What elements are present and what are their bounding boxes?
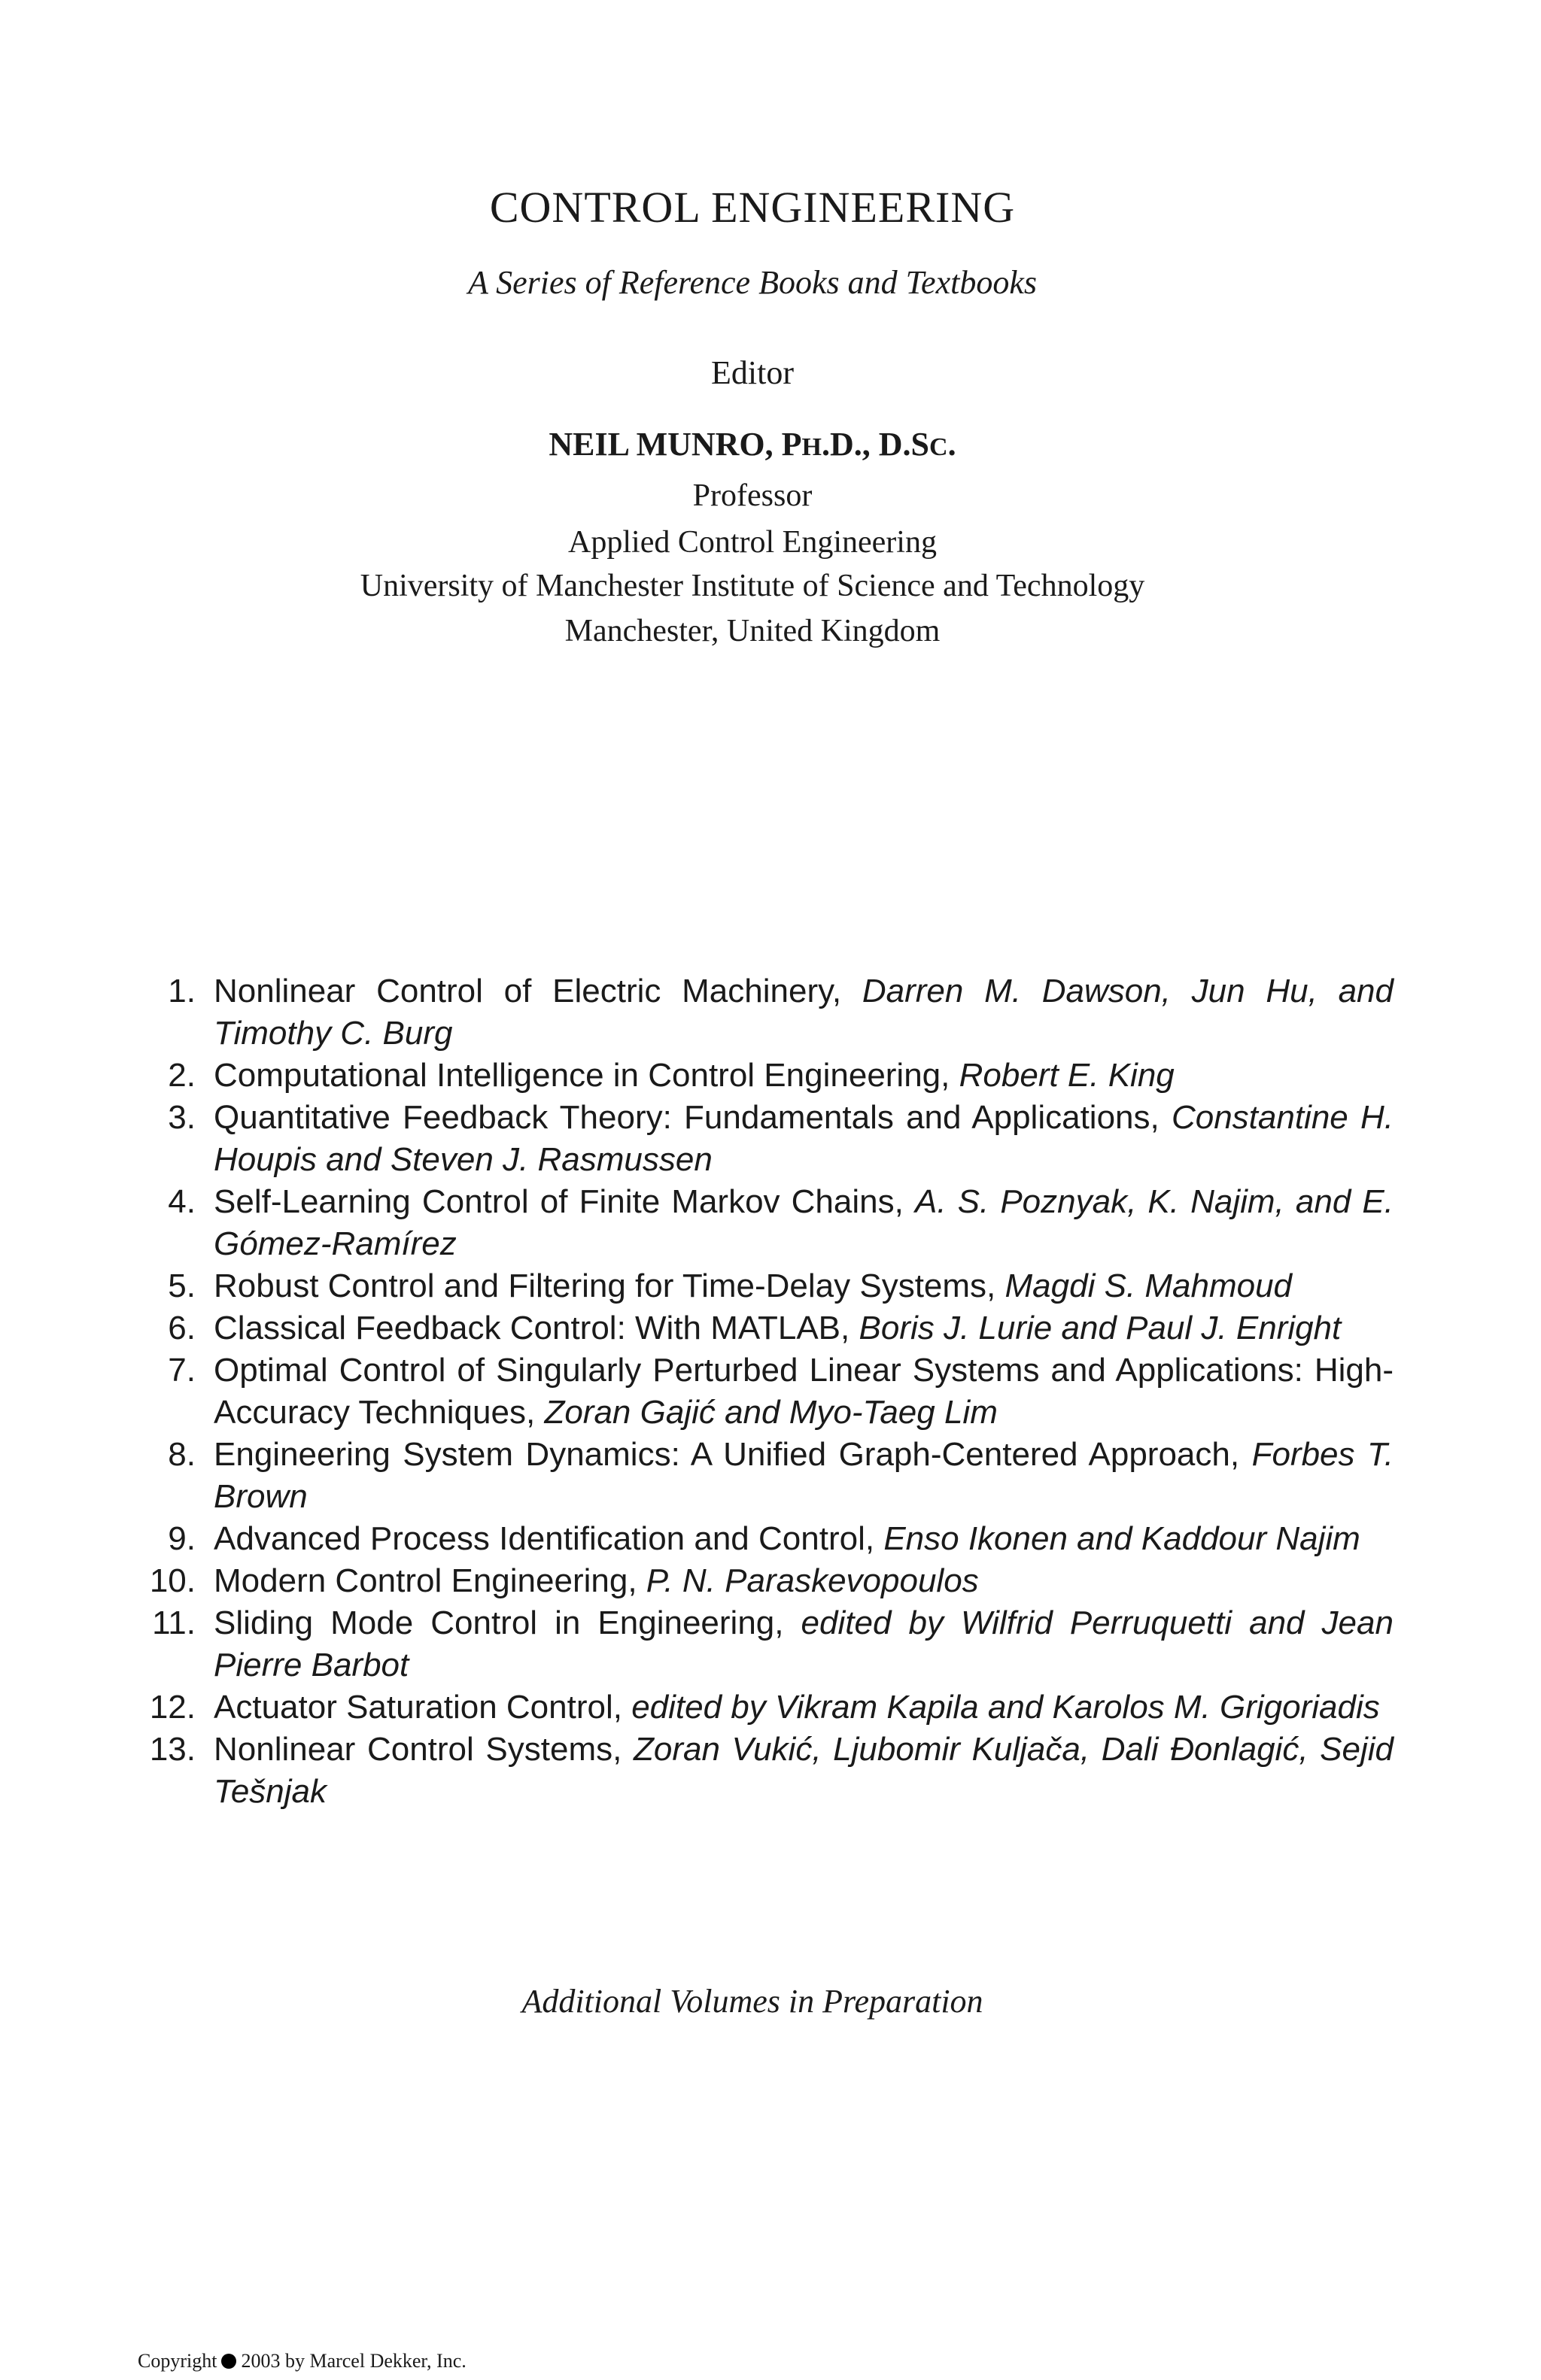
book-authors: Enso Ikonen and Kaddour Najim xyxy=(883,1520,1360,1557)
book-authors: Zoran Vukić, Ljubomir Kuljača, Dali Đonlagić, Sejid Tešnjak xyxy=(214,1731,1394,1810)
book-number: 4. xyxy=(168,1183,196,1220)
book-list xyxy=(135,970,1394,1813)
book-authors: P. N. Paraskevopoulos xyxy=(646,1562,979,1599)
series-title: CONTROL ENGINEERING xyxy=(489,183,1016,232)
book-number: 5. xyxy=(168,1267,196,1304)
book-item xyxy=(135,1307,1394,1349)
book-title: Engineering System Dynamics: A Unified Graph-Centered Approach, xyxy=(214,1436,1240,1473)
book-number: 3. xyxy=(168,1099,196,1136)
book-authors: Magdi S. Mahmoud xyxy=(1005,1267,1293,1304)
book-item xyxy=(135,1097,1394,1181)
book-title: Nonlinear Control of Electric Machinery, xyxy=(214,973,842,1009)
editor-department: Applied Control Engineering xyxy=(568,525,937,560)
book-title: Classical Feedback Control: With MATLAB, xyxy=(214,1310,850,1346)
book-title: Actuator Saturation Control, xyxy=(214,1689,622,1726)
editor-location: Manchester, United Kingdom xyxy=(564,614,941,648)
book-authors: Zoran Gajić and Myo-Taeg Lim xyxy=(544,1394,998,1431)
book-item xyxy=(135,1265,1394,1307)
book-authors: Forbes T. Brown xyxy=(214,1436,1394,1515)
book-number: 7. xyxy=(168,1352,196,1389)
book-item xyxy=(135,1349,1394,1434)
book-authors: A. S. Poznyak, K. Najim, and E. Gómez-Ramírez xyxy=(214,1183,1394,1262)
book-item xyxy=(135,1181,1394,1265)
series-subtitle: A Series of Reference Books and Textbooks xyxy=(468,264,1037,301)
book-item xyxy=(135,1686,1394,1729)
book-number: 10. xyxy=(149,1562,196,1599)
book-title: Nonlinear Control Systems, xyxy=(214,1731,622,1768)
editor-university: University of Manchester Institute of Science and Technology xyxy=(360,569,1145,603)
book-title: Quantitative Feedback Theory: Fundamentals and Applications, xyxy=(214,1099,1160,1136)
book-title: Modern Control Engineering, xyxy=(214,1562,637,1599)
degree1-initial: P xyxy=(781,426,802,463)
book-number: 11. xyxy=(152,1604,196,1641)
copyright-suffix: 2003 by Marcel Dekker, Inc. xyxy=(241,2350,467,2372)
book-item xyxy=(135,1602,1394,1686)
additional-volumes-note: Additional Volumes in Preparation xyxy=(521,1983,983,2020)
book-item xyxy=(135,970,1394,1055)
copyright-notice xyxy=(138,2350,467,2372)
copyright-prefix: Copyright xyxy=(138,2350,217,2372)
editor-name-text: NEIL MUNRO, xyxy=(549,426,782,463)
editor-title: Professor xyxy=(692,478,813,513)
book-number: 1. xyxy=(168,973,196,1009)
degree2-rest: C xyxy=(929,433,948,461)
book-title: Computational Intelligence in Control Engineering, xyxy=(214,1057,950,1094)
degree1-rest: H xyxy=(801,433,822,461)
book-title: Sliding Mode Control in Engineering, xyxy=(214,1604,784,1641)
book-number: 2. xyxy=(168,1057,196,1094)
book-authors: Darren M. Dawson, Jun Hu, and Timothy C. Burg xyxy=(214,973,1394,1052)
degree2-tail: . xyxy=(947,426,956,463)
editor-label: Editor xyxy=(711,354,794,391)
book-number: 13. xyxy=(149,1731,196,1768)
book-authors: Constantine H. Houpis and Steven J. Rasmussen xyxy=(214,1099,1394,1178)
book-title: Advanced Process Identification and Control, xyxy=(214,1520,875,1557)
copyright-bullet-icon xyxy=(221,2354,236,2369)
book-title: Robust Control and Filtering for Time-Delay Systems, xyxy=(214,1267,996,1304)
book-title: Self-Learning Control of Finite Markov Chains, xyxy=(214,1183,904,1220)
degree1-tail: .D., xyxy=(822,426,879,463)
book-authors: Robert E. King xyxy=(959,1057,1175,1094)
book-number: 6. xyxy=(168,1310,196,1346)
book-title: Optimal Control of Singularly Perturbed Linear Systems and Applications: High-Accuracy Techniques, xyxy=(214,1352,1394,1431)
editor-name xyxy=(0,425,1505,463)
book-item xyxy=(135,1560,1394,1602)
degree2-initial: D.S xyxy=(878,426,930,463)
book-authors: edited by Vikram Kapila and Karolos M. Grigoriadis xyxy=(631,1689,1380,1726)
book-item xyxy=(135,1518,1394,1560)
book-item xyxy=(135,1729,1394,1813)
book-authors: edited by Wilfrid Perruquetti and Jean Pierre Barbot xyxy=(214,1604,1394,1683)
book-number: 12. xyxy=(149,1689,196,1726)
book-item xyxy=(135,1055,1394,1097)
book-item xyxy=(135,1434,1394,1518)
book-number: 8. xyxy=(168,1436,196,1473)
book-authors: Boris J. Lurie and Paul J. Enright xyxy=(859,1310,1342,1346)
book-number: 9. xyxy=(168,1520,196,1557)
